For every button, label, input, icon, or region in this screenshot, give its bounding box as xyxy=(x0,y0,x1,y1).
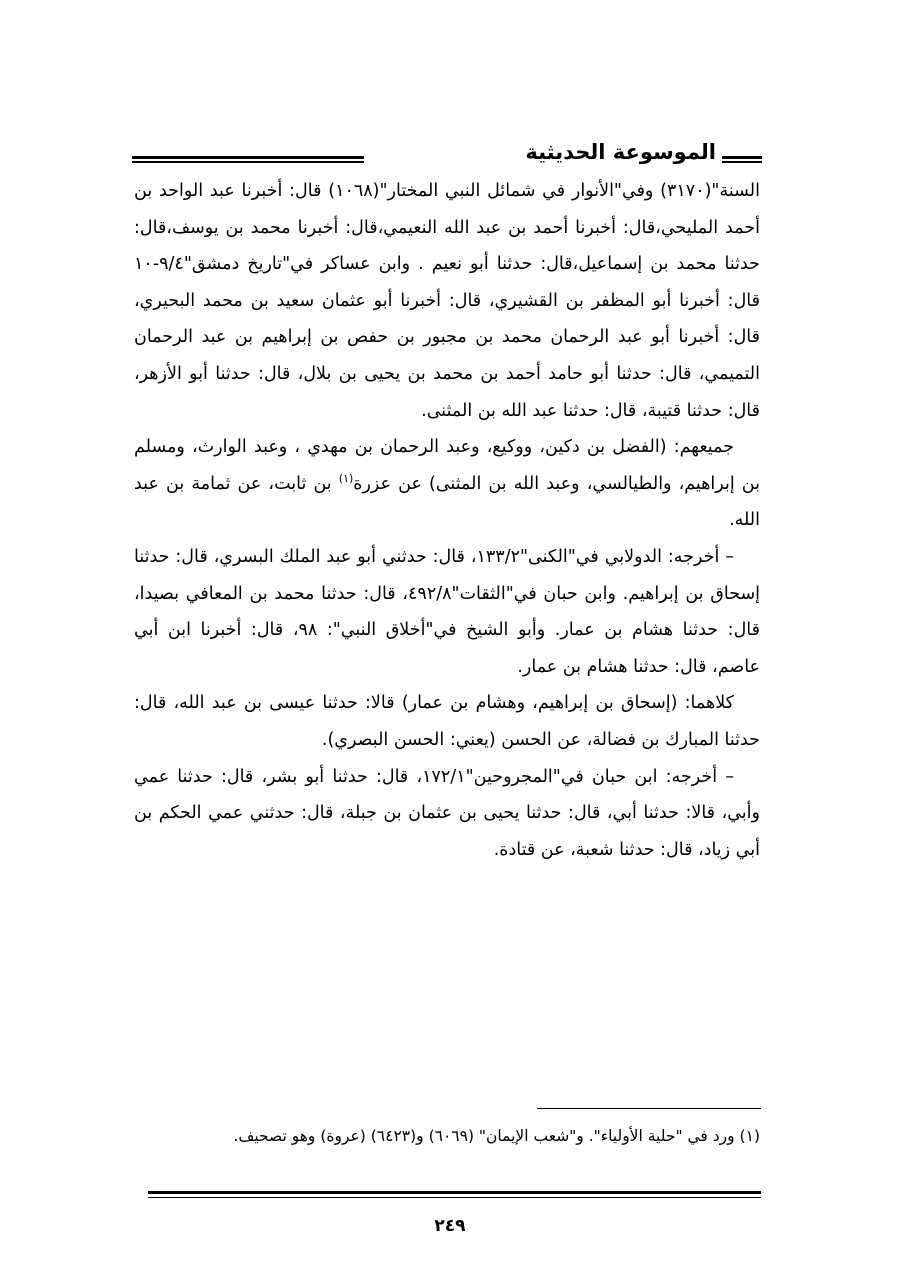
paragraph-3: – أخرجه: الدولابي في"الكنى"١٣٣/٢، قال: حدثني أبو عبد الملك البسري، قال: حدثنا إسحاق بن إبراهيم. وابن حبان في"الثقات"٤٩٢/٨، قال: حدثنا محمد بن المعافي بصيدا، قال: حدثنا هشام بن عمار. وأبو الشيخ في"أخلاق النبي": ٩٨، قال: أخبرنا ابن أبي عاصم، قال: حدثنا هشام بن عمار. xyxy=(134,546,760,677)
paragraph-4: كلاهما: (إسحاق بن إبراهيم، وهشام بن عمار) قالا: حدثنا عيسى بن عبد الله، قال: حدثنا المبارك بن فضالة، عن الحسن (يعني: الحسن البصري). xyxy=(134,693,760,750)
footnote-reference[interactable]: (١) xyxy=(338,471,354,485)
page-number: ٢٤٩ xyxy=(434,1216,466,1236)
paragraph-2-text: جميعهم: (الفضل بن دكين، ووكيع، وعبد الرحمان بن مهدي ، وعبد الوارث، ومسلم بن إبراهيم، والطيالسي، وعبد الله بن المثنى) عن عزرة xyxy=(134,437,760,494)
footer-rule-thin xyxy=(148,1197,761,1198)
text-line: أبو حامد أحمد بن محمد بن يحيى بن بلال، قال: حدثنا أبو الأزهر، قال: حدثنا xyxy=(134,363,760,421)
paragraph-2-text-end: بن ثابت، عن ثمامة بن عبد الله. xyxy=(134,473,760,531)
header-rule-left xyxy=(132,156,364,159)
main-text xyxy=(134,173,760,868)
header-rule-right-thin xyxy=(722,161,762,163)
footnote-separator xyxy=(537,1108,761,1109)
header-rule-left-thin xyxy=(132,161,364,163)
text-line: الواحد بن أحمد المليحي،قال: أخبرنا أحمد بن عبد الله النعيمي،قال: أخبرنا xyxy=(134,181,760,238)
text-line: عساكر في"تاريخ دمشق"٩/٤-١٠ قال: أخبرنا أبو المظفر بن القشيري، قال: xyxy=(134,254,760,311)
book-title: الموسوعة الحديثية xyxy=(525,140,716,164)
header-rule-right xyxy=(722,156,762,159)
paragraph-5: – أخرجه: ابن حبان في"المجروحين"١٧٢/١، قال: حدثنا أبو بشر، قال: حدثنا عمي وأبي، قالا: حدثنا أبي، قال: حدثنا يحيى بن عثمان بن جبلة، قال: حدثني عمي الحكم بن أبي زياد، قال: حدثنا شعبة، عن قتادة. xyxy=(134,766,760,860)
paragraph-2 xyxy=(134,429,760,539)
text-line: السنة"(٣١٧٠) وفي"الأنوار في شمائل النبي المختار"(١٠٦٨) قال: أخبرنا عبد xyxy=(209,181,760,201)
paragraph-1 xyxy=(134,173,760,429)
text-line: أخبرنا أبو عثمان سعيد بن محمد البحيري، قال: أخبرنا أبو عبد الرحمان xyxy=(134,290,760,348)
footnote: (١) ورد في "حلية الأولياء". و"شعب الإيمان" (٦٠٦٩) و(٦٤٢٣) (عروة) وهو تصحيف. xyxy=(233,1127,760,1145)
footer-rule xyxy=(148,1191,761,1194)
text-line: قتيبة، قال: حدثنا عبد الله بن المثنى. xyxy=(421,400,682,421)
text-line: محمد بن مجبور بن حفص بن إبراهيم بن عبد الرحمان التميمي، قال: حدثنا xyxy=(134,327,760,384)
text-line: محمد بن يوسف،قال: حدثنا محمد بن إسماعيل،قال: حدثنا أبو نعيم . وابن xyxy=(134,217,760,275)
running-header xyxy=(132,140,762,168)
